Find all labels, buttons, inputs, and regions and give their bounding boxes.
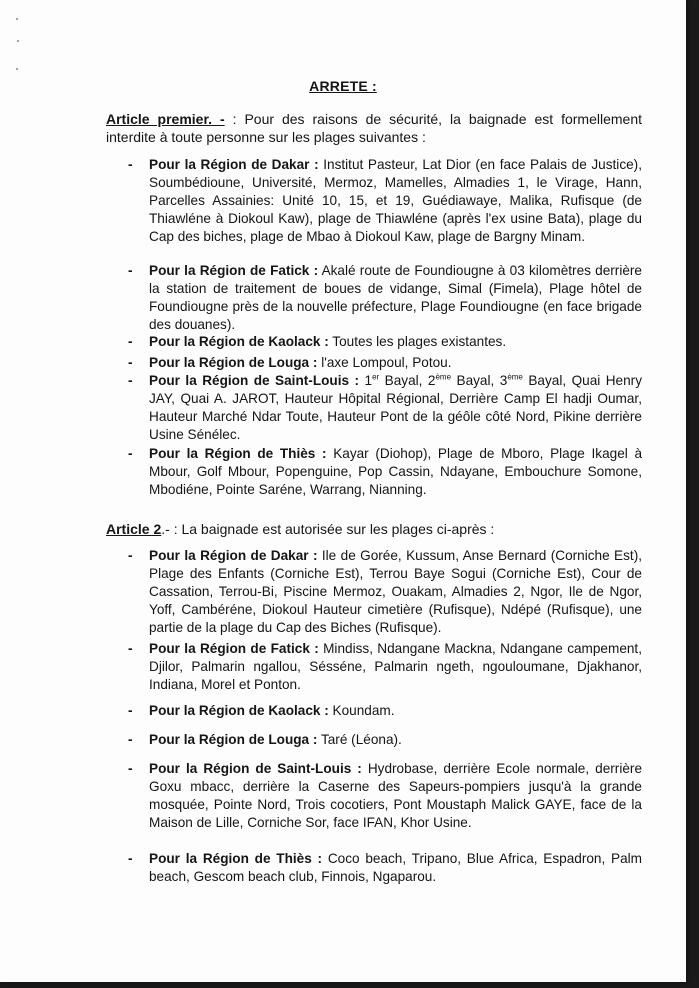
article-2-heading: [106, 520, 642, 538]
bullet-dash: -: [128, 732, 133, 747]
beach-list-part: 1: [359, 373, 373, 388]
bullet-dash: -: [128, 761, 133, 776]
region-name: Pour la Région de Thiès :: [149, 851, 323, 866]
beach-list-part: Bayal, Quai Henry JAY, Quai A. JAROT, Hauteur Hôpital Régional, Derrière Camp El hadji Oumar, Hauteur Marché Ndar Toute, Hauteur Pont de la géôle côté Nord, Pikine derrière Usine Sénélec.: [149, 373, 643, 442]
scan-speck: [16, 68, 18, 70]
list-item: [128, 372, 642, 444]
region-name: Pour la Région de Kaolack :: [149, 703, 329, 718]
region-name: Pour la Région de Saint-Louis :: [149, 761, 362, 776]
scan-speck: [17, 40, 19, 42]
bullet-dash: -: [128, 703, 133, 718]
bullet-dash: -: [128, 263, 133, 278]
region-name: Pour la Région de Kaolack :: [149, 334, 329, 349]
beach-list: Taré (Léona).: [317, 732, 402, 747]
article-1-name: Article premier. -: [106, 111, 225, 127]
article-2-intro: .- : La baignade est autorisée sur les plages ci-après :: [161, 521, 495, 537]
document-title: ARRETE :: [309, 78, 377, 94]
beach-list: l'axe Lompoul, Potou.: [317, 355, 452, 370]
list-item: [128, 354, 642, 372]
list-item: [128, 731, 642, 749]
ordinal-suffix: ème: [507, 372, 523, 382]
list-item: [128, 333, 642, 351]
region-name: Pour la Région de Thiès :: [149, 446, 327, 461]
article-1-intro: : Pour des raisons de sécurité, la baignade est formellement interdite à toute personne sur les plages suivantes :: [106, 111, 642, 145]
beach-list-part: Bayal, 3: [451, 373, 508, 388]
ordinal-suffix: er: [372, 372, 380, 382]
beach-list: Coco beach, Tripano, Blue Africa, Espadron, Palm beach, Gescom beach club, Finnois, Ngaparou.: [149, 851, 642, 884]
beach-list: Hydrobase, derrière Ecole normale, derrière Goxu mbacc, derrière la Caserne des Sapeurs-pompiers jusqu'à la grande mosquée, Pointe Nord, Trois cocotiers, Pont Moustaph Malick GAYE, face de la Maison de Lille, Corniche Sor, face IFAN, Khor Usine.: [149, 761, 642, 830]
region-name: Pour la Région de Louga :: [149, 355, 318, 370]
bullet-dash: -: [128, 548, 133, 563]
bullet-dash: -: [128, 641, 133, 656]
list-item: [128, 760, 642, 832]
ordinal-suffix: ème: [435, 372, 452, 382]
bullet-dash: -: [128, 157, 133, 172]
bullet-dash: -: [128, 355, 133, 370]
beach-list: Toutes les plages existantes.: [328, 334, 507, 349]
beach-list: Mindiss, Ndangane Mackna, Ndangane campement, Djilor, Palmarin ngallou, Sésséne, Palmarin ngeth, ngouloumane, Djakhanor, Indiana, Morel et Ponton.: [149, 641, 642, 692]
beach-list-part: Bayal, 2: [379, 373, 436, 388]
list-item: [128, 445, 642, 499]
region-name: Pour la Région de Dakar :: [149, 548, 318, 563]
bullet-dash: -: [128, 851, 133, 866]
beach-list: Ile de Gorée, Kussum, Anse Bernard (Corniche Est), Plage des Enfants (Corniche Est), Terrou Baye Sogui (Corniche Est), Cour de Cassation, Terrou-Bi, Piscine Mermoz, Ouakam, Almadies 2, Ngor, Ile de Ngor, Yoff, Cambéréne, Diokoul Hauteur cimetière (Rufisque), Ndépé (Rufisque), une partie de la plage du Cap des Biches (Rufisque).: [149, 548, 642, 635]
beach-list: Kayar (Diohop), Plage de Mboro, Plage Ikagel à Mbour, Golf Mbour, Popenguine, Pop Cassin, Ndayane, Embouchure Somone, Mbodiéne, Pointe Saréne, Warrang, Nianning.: [149, 446, 642, 497]
scan-speck: [16, 18, 18, 20]
list-item: [128, 547, 642, 637]
list-item: [128, 262, 642, 334]
beach-list: Institut Pasteur, Lat Dior (en face Palais de Justice), Soumbédioune, Université, Mermoz, Mamelles, Almadies 1, le Virage, Hann, Parcelles Assainies: Unité 10, 15, et 19, Guédiawaye, Malika, Rufisque (de Thiawléne à Diokoul Kaw), plage de Thiawléne (après l'ex usine Bata), plage du Cap des biches, plage de Mbao à Diokoul Kaw, plage de Bargny Minam.: [149, 157, 642, 244]
list-item: [128, 640, 642, 694]
region-name: Pour la Région de Louga :: [149, 732, 318, 747]
region-name: Pour la Région de Fatick :: [149, 641, 319, 656]
beach-list: Koundam.: [328, 703, 395, 718]
beach-list: Akalé route de Foundiougne à 03 kilomètres derrière la station de traitement de boues de vidange, Simal (Fimela), Plage hôtel de Foundiougne près de la nouvelle préfecture, Plage Foundiougne (en face brigade des douanes).: [149, 263, 642, 332]
bullet-dash: -: [128, 373, 133, 388]
list-item: [128, 850, 642, 886]
article-1-heading: [106, 110, 642, 146]
bullet-dash: -: [128, 334, 133, 349]
list-item: [128, 702, 642, 720]
region-name: Pour la Région de Dakar :: [149, 157, 319, 172]
list-item: [128, 156, 642, 246]
region-name: Pour la Région de Saint-Louis :: [149, 373, 360, 388]
region-name: Pour la Région de Fatick :: [149, 263, 319, 278]
bullet-dash: -: [128, 446, 133, 461]
article-2-name: Article 2: [106, 521, 162, 537]
